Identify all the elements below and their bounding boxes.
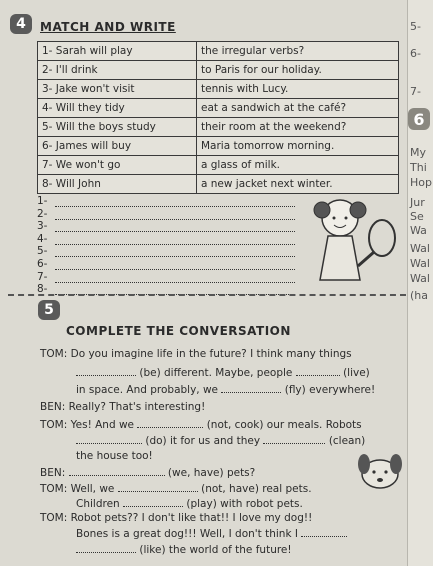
conversation-text: TOM: Do you imagine life in the future? I think many things [40, 348, 352, 360]
conversation-text: TOM: Yes! And we [40, 419, 134, 431]
matching-right-cell: Maria tomorrow morning. [197, 137, 399, 156]
answer-blank[interactable] [55, 246, 295, 257]
conversation-text: in space. And probably, we [76, 384, 219, 396]
conversation-text: (play) with robot pets. [186, 498, 303, 510]
girl-with-racket-illustration [300, 190, 400, 290]
conversation-line [76, 543, 292, 556]
answer-blank[interactable] [55, 221, 295, 232]
fill-in-blank[interactable] [76, 366, 136, 376]
answer-number: 1- [37, 195, 48, 207]
answer-number: 7- [37, 270, 48, 283]
adjacent-page-fragment: Se [410, 210, 424, 223]
matching-left-cell: 1- Sarah will play [38, 42, 197, 61]
conversation-text: (not, cook) our meals. Robots [206, 419, 362, 431]
answer-blank[interactable] [55, 259, 295, 270]
matching-right-cell: tennis with Lucy. [197, 80, 399, 99]
conversation-line [40, 512, 312, 524]
section-divider [8, 294, 406, 296]
fill-in-blank[interactable] [301, 527, 347, 537]
conversation-text: BEN: Really? That's interesting! [40, 401, 206, 413]
fill-in-blank[interactable] [137, 418, 203, 428]
answer-blank[interactable] [55, 272, 295, 283]
answer-number: 4- [37, 232, 48, 245]
adjacent-page-fragment: Wal [410, 242, 430, 255]
answer-number: 6- [37, 258, 48, 270]
answer-line [37, 220, 295, 232]
exercise-title: COMPLETE THE CONVERSATION [66, 324, 291, 338]
matching-row [38, 80, 399, 99]
matching-row [38, 156, 399, 175]
matching-table [37, 41, 399, 194]
exercise-number-badge: 5 [38, 300, 60, 320]
conversation-line [76, 434, 365, 447]
fill-in-blank[interactable] [118, 482, 198, 492]
exercise-title: MATCH AND WRITE [40, 20, 176, 34]
answer-number: 3- [37, 220, 48, 233]
answer-number: 5- [37, 245, 48, 258]
answer-line [37, 245, 295, 257]
adjacent-page-fragment: Wal [410, 272, 430, 285]
conversation-line [40, 482, 312, 495]
matching-right-cell: a new jacket next winter. [197, 175, 399, 194]
matching-right-cell: eat a sandwich at the café? [197, 99, 399, 118]
conversation-text: (clean) [328, 435, 366, 447]
matching-left-cell: 7- We won't go [38, 156, 197, 175]
adjacent-page-fragment: Hop [410, 176, 432, 189]
conversation-line [76, 383, 375, 396]
answer-blank[interactable] [55, 234, 295, 245]
conversation-line [40, 401, 205, 413]
adjacent-page-fragment: 6- [410, 47, 421, 60]
matching-left-cell: 3- Jake won't visit [38, 80, 197, 99]
answer-blank[interactable] [55, 196, 295, 207]
answer-line [37, 271, 295, 283]
matching-right-cell: the irregular verbs? [197, 42, 399, 61]
adjacent-page-fragment: Wal [410, 257, 430, 270]
conversation-text: BEN: [40, 467, 66, 479]
matching-right-cell: their room at the weekend? [197, 118, 399, 137]
conversation-line [76, 450, 153, 462]
conversation-text: Bones is a great dog!!! Well, I don't think I [76, 528, 298, 540]
conversation-text: TOM: Robot pets?? I don't like that!! I love my dog!! [40, 512, 313, 524]
next-exercise-badge: 6 [408, 108, 430, 130]
answer-blank[interactable] [55, 209, 295, 220]
adjacent-page-fragment: My [410, 146, 427, 159]
conversation-text: (not, have) real pets. [201, 483, 312, 495]
matching-left-cell: 2- I'll drink [38, 61, 197, 80]
matching-left-cell: 4- Will they tidy [38, 99, 197, 118]
answer-line [37, 195, 295, 207]
conversation-text: (fly) everywhere! [284, 384, 376, 396]
adjacent-page-fragment: Thi [410, 161, 427, 174]
exercise-number-badge: 4 [10, 14, 32, 34]
matching-row [38, 137, 399, 156]
conversation-text: (we, have) pets? [167, 467, 256, 479]
matching-left-cell: 5- Will the boys study [38, 118, 197, 137]
conversation-text: the house too! [76, 450, 153, 462]
conversation-line [76, 497, 303, 510]
matching-row [38, 42, 399, 61]
answer-number: 8- [37, 283, 48, 296]
conversation-text: (be) different. Maybe, people [139, 367, 293, 379]
fill-in-blank[interactable] [76, 434, 142, 444]
adjacent-page-fragment: 5- [410, 20, 421, 33]
matching-row [38, 99, 399, 118]
answer-number: 2- [37, 207, 48, 220]
fill-in-blank[interactable] [263, 434, 325, 444]
matching-row [38, 61, 399, 80]
matching-left-cell: 8- Will John [38, 175, 197, 194]
adjacent-page-fragment: 7- [410, 85, 421, 98]
answer-line [37, 258, 295, 270]
fill-in-blank[interactable] [76, 543, 136, 553]
conversation-line [76, 366, 370, 379]
conversation-line [40, 348, 352, 360]
fill-in-blank[interactable] [69, 466, 165, 476]
conversation-line [40, 466, 255, 479]
conversation-text: Children [76, 498, 120, 510]
matching-right-cell: a glass of milk. [197, 156, 399, 175]
conversation-text: (do) it for us and they [145, 435, 261, 447]
conversation-line [40, 418, 362, 431]
conversation-text: (live) [343, 367, 370, 379]
matching-row [38, 118, 399, 137]
dog-illustration [350, 440, 410, 500]
fill-in-blank[interactable] [123, 497, 183, 507]
fill-in-blank[interactable] [296, 366, 340, 376]
conversation-text: TOM: Well, we [40, 483, 115, 495]
adjacent-page-fragment: (ha [410, 289, 429, 302]
fill-in-blank[interactable] [221, 383, 281, 393]
conversation-line [76, 527, 347, 540]
adjacent-page-fragment: Jur [410, 196, 425, 209]
matching-right-cell: to Paris for our holiday. [197, 61, 399, 80]
matching-left-cell: 6- James will buy [38, 137, 197, 156]
conversation-text: (like) the world of the future! [139, 544, 292, 556]
answer-line [37, 208, 295, 220]
answer-line [37, 233, 295, 245]
adjacent-page-fragment: Wa [410, 224, 427, 237]
